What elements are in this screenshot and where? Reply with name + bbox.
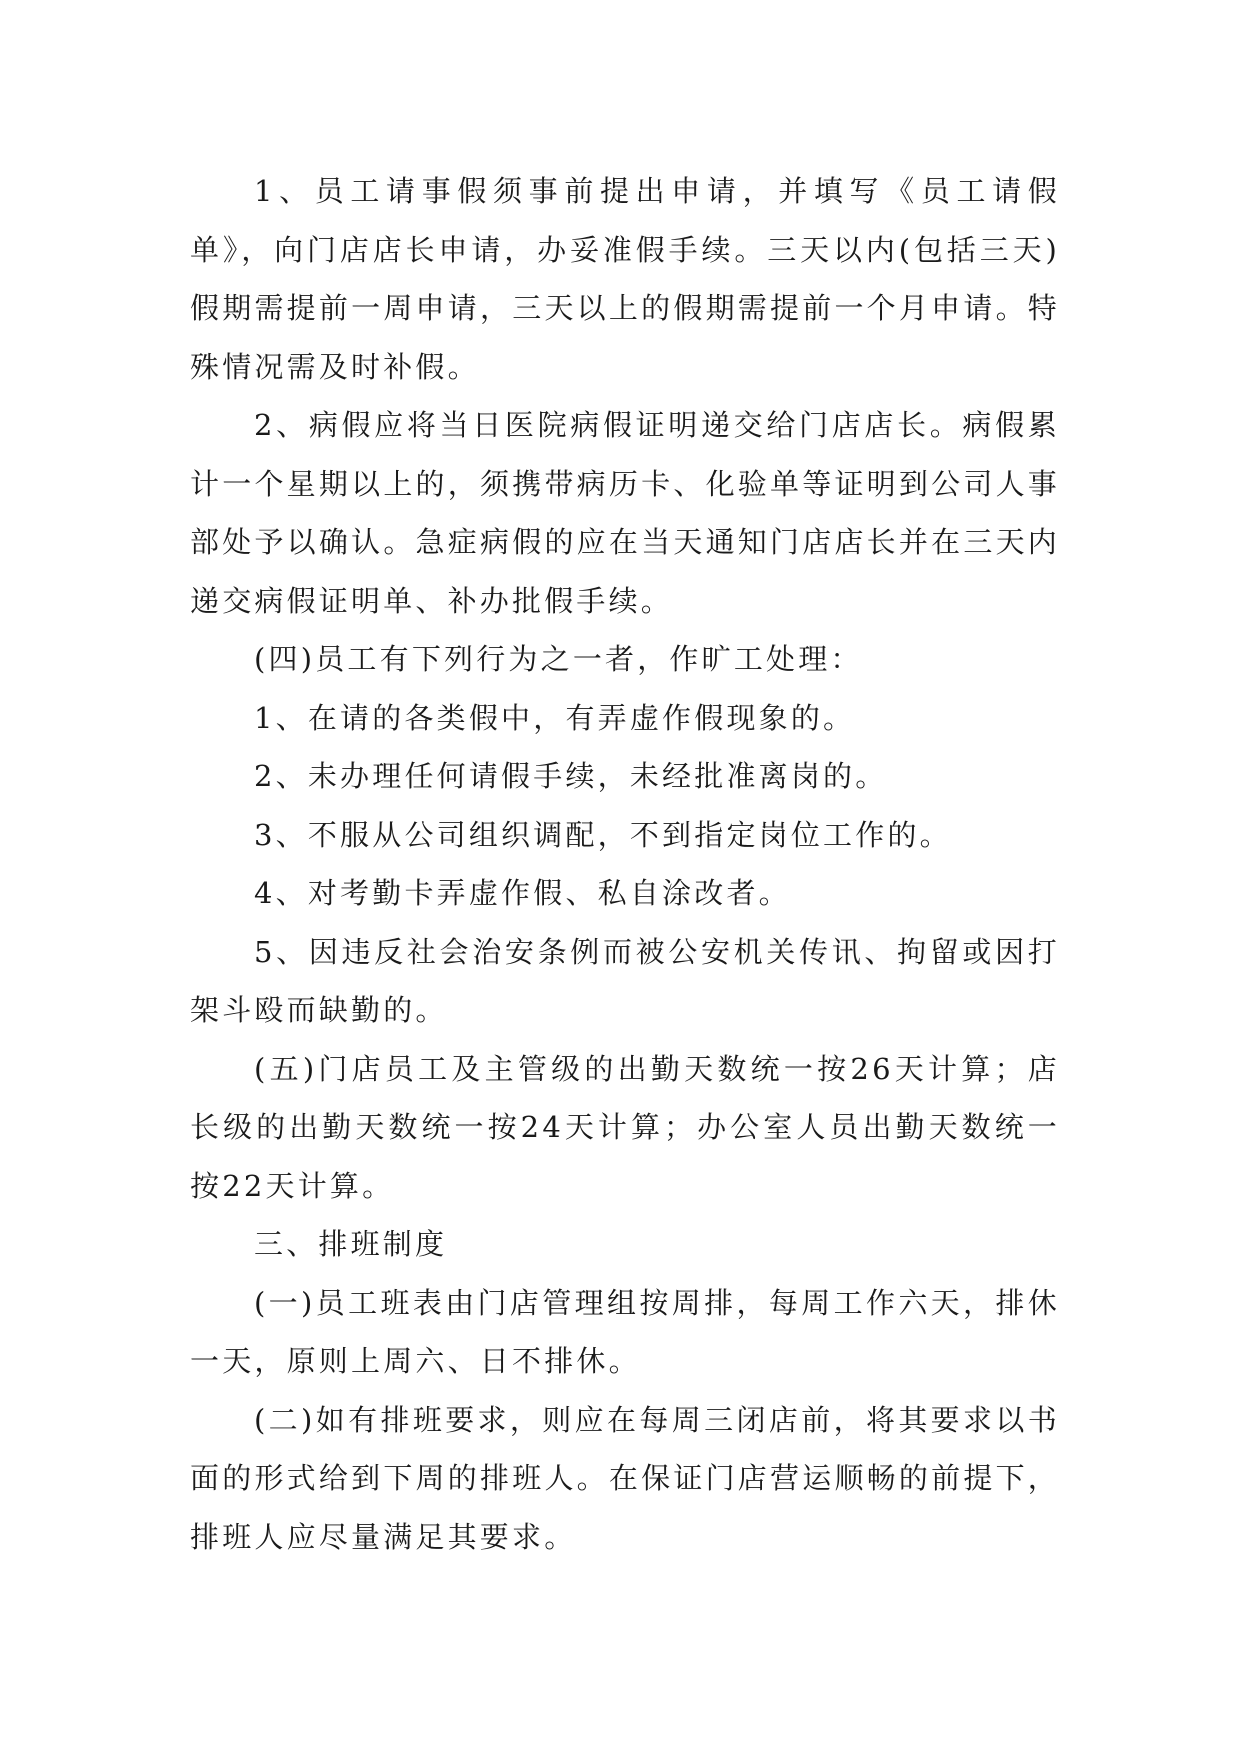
paragraph-absenteeism-item-2: 2、未办理任何请假手续，未经批准离岗的。 xyxy=(254,759,888,793)
document-body xyxy=(190,162,1060,1566)
paragraph-sick-leave: 2、病假应将当日医院病假证明递交给门店店长。病假累计一个星期以上的，须携带病历卡、化验单等证明到公司人事部处予以确认。急症病假的应在当天通知门店店长并在三天内递交病假证明单、补办批假手续。 xyxy=(190,408,1060,618)
paragraph-attendance-days: (五)门店员工及主管级的出勤天数统一按26天计算；店长级的出勤天数统一按24天计算；办公室人员出勤天数统一按22天计算。 xyxy=(190,1051,1060,1203)
paragraph-absenteeism-item-1: 1、在请的各类假中，有弄虚作假现象的。 xyxy=(254,700,856,735)
paragraph-absenteeism-item-4: 4、对考勤卡弄虚作假、私自涂改者。 xyxy=(254,876,791,910)
paragraph-schedule-rule-1: (一)员工班表由门店管理组按周排，每周工作六天，排休一天，原则上周六、日不排休。 xyxy=(190,1285,1060,1378)
paragraph-schedule-rule-2: (二)如有排班要求，则应在每周三闭店前，将其要求以书面的形式给到下周的排班人。在保证门店营运顺畅的前提下，排班人应尽量满足其要求。 xyxy=(190,1402,1060,1554)
paragraph-absenteeism-heading: (四)员工有下列行为之一者，作旷工处理： xyxy=(254,642,863,676)
paragraph-absenteeism-item-5: 5、因违反社会治安条例而被公安机关传讯、拘留或因打架斗殴而缺勤的。 xyxy=(190,934,1060,1027)
section-heading-scheduling: 三、排班制度 xyxy=(254,1227,448,1261)
paragraph-personal-leave: 1、员工请事假须事前提出申请，并填写《员工请假单》，向门店店长申请，办妥准假手续。三天以内(包括三天)假期需提前一周申请，三天以上的假期需提前一个月申请。特殊情况需及时补假。 xyxy=(190,174,1060,384)
paragraph-absenteeism-item-3: 3、不服从公司组织调配，不到指定岗位工作的。 xyxy=(254,817,952,852)
